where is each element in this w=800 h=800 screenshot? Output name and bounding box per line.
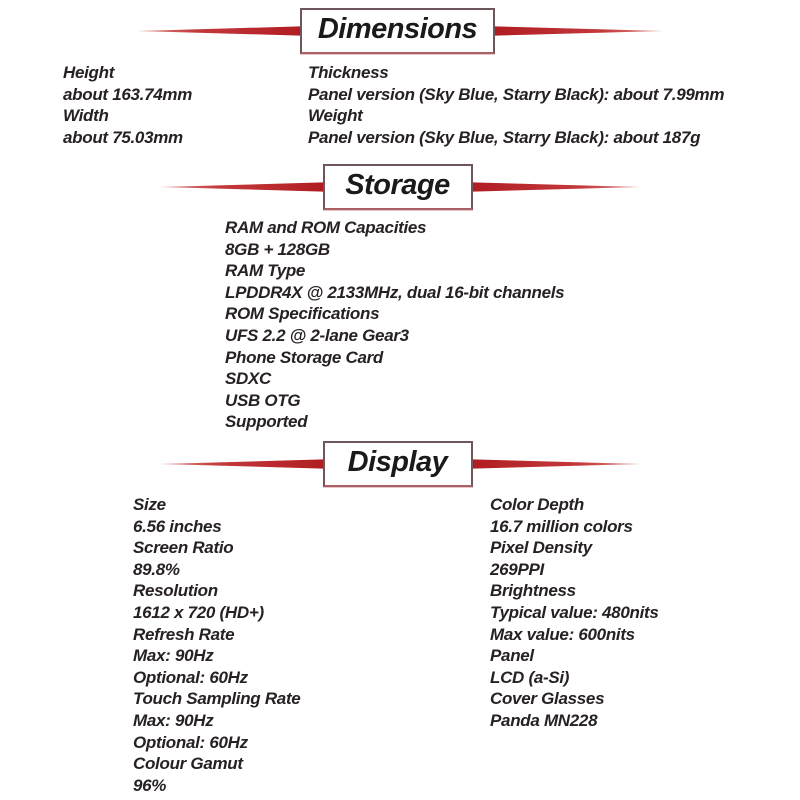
spec-line: Panel (490, 646, 534, 666)
spec-line: 269PPI (490, 559, 544, 579)
red-ribbon-right (473, 458, 641, 470)
spec-line: Max: 90Hz (133, 646, 214, 666)
spec-line: Panel version (Sky Blue, Starry Black): about 187g (308, 127, 701, 147)
red-ribbon-left (137, 25, 300, 37)
spec-line: Brightness (490, 581, 576, 601)
section-title: Dimensions (317, 13, 478, 45)
dimensions-right-column (308, 62, 724, 148)
spec-line: Phone Storage Card (225, 347, 384, 367)
spec-line: 8GB + 128GB (225, 239, 330, 259)
spec-line: Panda MN228 (490, 710, 598, 730)
display-right-column (490, 494, 659, 732)
spec-line: Refresh Rate (133, 624, 235, 644)
spec-line: USB OTG (225, 390, 301, 410)
spec-line: about 163.74mm (63, 84, 193, 104)
spec-line: 1612 x 720 (HD+) (133, 602, 264, 622)
spec-line: 89.8% (133, 559, 180, 579)
spec-line: LCD (a-Si) (490, 667, 570, 687)
section-title-box-dimensions (300, 8, 495, 54)
spec-line: Screen Ratio (133, 538, 234, 558)
spec-line: Max: 90Hz (133, 710, 214, 730)
red-ribbon-left (160, 181, 323, 193)
red-ribbon-right (495, 25, 663, 37)
spec-line: 6.56 inches (133, 516, 222, 536)
section-title-box-display (323, 441, 473, 487)
red-ribbon-left (160, 458, 323, 470)
spec-line: Width (63, 106, 109, 126)
spec-line: Colour Gamut (133, 754, 243, 774)
spec-line: RAM and ROM Capacities (225, 218, 427, 237)
spec-line: Thickness (308, 63, 389, 82)
spec-line: Max value: 600nits (490, 624, 635, 644)
spec-line: Supported (225, 412, 308, 432)
spec-line: ROM Specifications (225, 304, 380, 324)
spec-line: Optional: 60Hz (133, 667, 248, 687)
spec-line: Weight (308, 106, 363, 126)
spec-line: Typical value: 480nits (490, 602, 659, 622)
section-title: Display (347, 446, 448, 478)
spec-line: UFS 2.2 @ 2-lane Gear3 (225, 325, 409, 345)
spec-line: Optional: 60Hz (133, 732, 248, 752)
spec-line: Resolution (133, 581, 218, 601)
spec-line: Pixel Density (490, 538, 592, 558)
spec-line: 16.7 million colors (490, 516, 633, 536)
spec-line: Color Depth (490, 495, 584, 514)
spec-line: Panel version (Sky Blue, Starry Black): about 7.99mm (308, 84, 725, 104)
dimensions-left-column (63, 62, 192, 148)
section-header-storage (0, 164, 800, 210)
spec-line: RAM Type (225, 261, 306, 281)
spec-line: SDXC (225, 369, 272, 389)
red-ribbon-right (473, 181, 641, 193)
spec-line: Size (133, 495, 166, 514)
spec-line: Height (63, 63, 115, 82)
storage-column (225, 217, 564, 433)
spec-line: about 75.03mm (63, 127, 183, 147)
section-header-display (0, 441, 800, 487)
display-left-column (133, 494, 300, 796)
section-header-dimensions (0, 8, 800, 54)
section-title-box-storage (323, 164, 473, 210)
spec-line: 96% (133, 775, 167, 795)
section-title: Storage (345, 169, 450, 201)
spec-line: LPDDR4X @ 2133MHz, dual 16-bit channels (225, 282, 565, 302)
spec-line: Cover Glasses (490, 689, 605, 709)
spec-line: Touch Sampling Rate (133, 689, 301, 709)
